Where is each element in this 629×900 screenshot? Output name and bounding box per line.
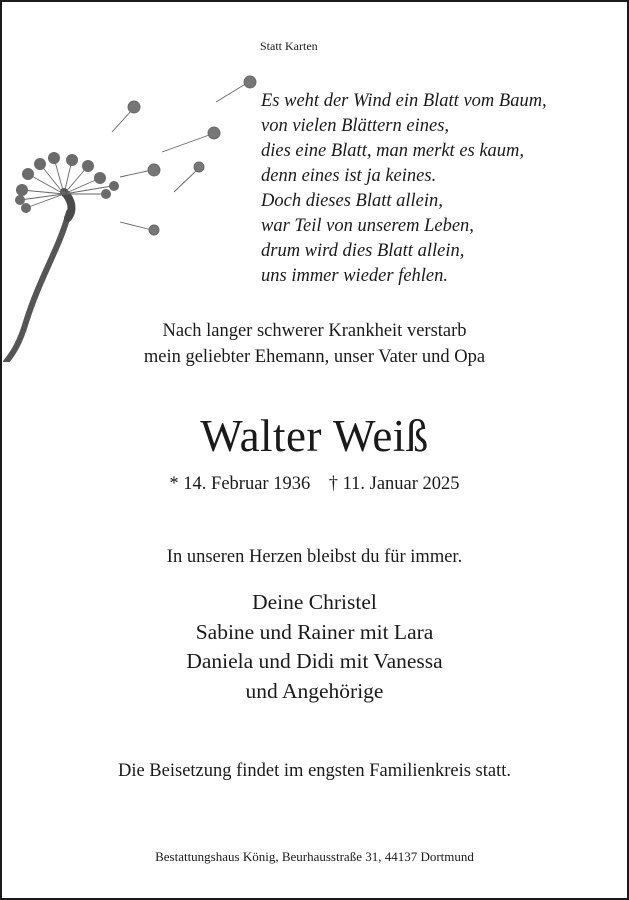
mourner-line: Daniela und Didi mit Vanessa [186,649,443,673]
poem [261,89,547,289]
life-dates: * 14. Februar 1936 † 11. Januar 2025 [169,474,460,494]
poem-line: war Teil von unserem Leben, [261,216,474,236]
poem-line: uns immer wieder fehlen. [261,266,449,286]
mourners-list [2,588,627,706]
statt-karten-label: Statt Karten [260,39,318,53]
mourner-line: und Angehörige [245,678,384,703]
dandelion-illustration [2,62,272,362]
mourner-line: Deine Christel [252,590,377,614]
poem-line: Es weht der Wind ein Blatt vom Baum, [261,91,547,111]
burial-note: Die Beisetzung findet im engsten Familienkreis statt. [117,761,512,781]
poem-line: Doch dieses Blatt allein, [261,191,443,211]
announcement [2,318,627,370]
announcement-line: Nach langer schwerer Krankheit verstarb [162,321,467,341]
announcement-line: mein geliebter Ehemann, unser Vater und Opa [143,347,486,367]
poem-line: drum wird dies Blatt allein, [261,241,465,261]
deceased-name: Walter Weiß [200,411,429,461]
mourner-line: Sabine und Rainer mit Lara [195,619,434,644]
poem-line: von vielen Blättern eines, [261,116,450,136]
farewell-line: In unseren Herzen bleibst du für immer. [166,547,463,567]
poem-line: denn eines ist ja keines. [261,166,437,186]
funeral-home-footer: Bestattungshaus König, Beurhausstraße 31, 44137 Dortmund [155,849,474,864]
poem-line: dies eine Blatt, man merkt es kaum, [261,141,525,161]
